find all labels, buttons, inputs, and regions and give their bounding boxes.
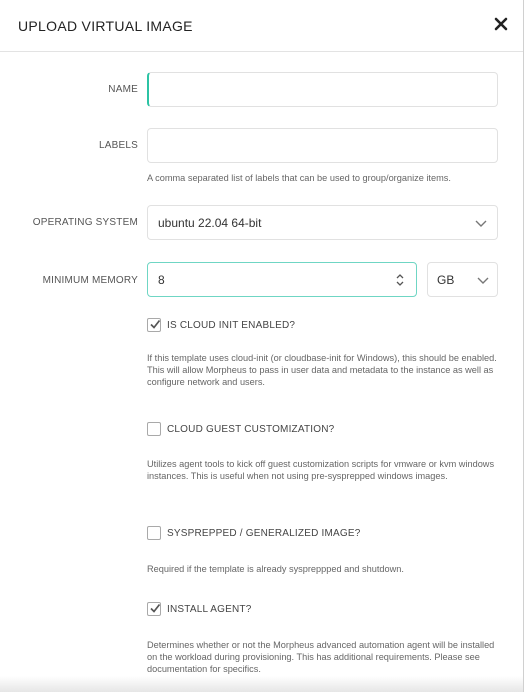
checkmark-icon (149, 318, 161, 330)
chevron-down-icon (477, 275, 489, 285)
close-button[interactable] (489, 12, 513, 36)
minimum-memory-field[interactable] (147, 262, 417, 297)
install-agent-row (147, 601, 252, 617)
sysprepped-help-text: Required if the template is already syspreppped and shutdown. (147, 564, 404, 574)
cloud-init-row (147, 317, 295, 333)
cloud-guest-row (147, 421, 334, 437)
cloud-init-label: IS CLOUD INIT ENABLED? (167, 319, 296, 331)
operating-system-label: OPERATING SYSTEM (32, 217, 138, 228)
name-field[interactable] (147, 72, 498, 107)
operating-system-select[interactable] (147, 205, 498, 240)
labels-field[interactable] (147, 128, 498, 163)
install-agent-checkbox[interactable] (147, 602, 161, 616)
close-icon (494, 17, 508, 31)
labels-help-text: A comma separated list of labels that can be used to group/organize items. (147, 173, 451, 183)
sysprepped-checkbox[interactable] (147, 526, 161, 540)
cloud-init-checkbox[interactable] (147, 318, 161, 332)
name-input[interactable] (149, 73, 497, 106)
sysprepped-label: SYSPREPPED / GENERALIZED IMAGE? (167, 527, 361, 539)
name-label: NAME (108, 84, 138, 95)
cloud-guest-help-text: Utilizes agent tools to kick off guest customization scripts for vmware or kvm windows instances. This is useful when not using pre-sysprepped windows images. (147, 459, 495, 481)
checkmark-icon (149, 602, 161, 614)
number-spinner-icon[interactable] (396, 273, 404, 287)
bottom-fade (0, 676, 524, 692)
cloud-init-help-text: If this template uses cloud-init (or cloudbase-init for Windows), this should be enabled. This will allow Morpheus to pass in user data and metadata to the instance as well as configure network and users. (147, 353, 497, 387)
modal-body (0, 53, 524, 692)
chevron-down-icon (475, 218, 487, 228)
labels-label: LABELS (98, 140, 138, 151)
sysprepped-row (147, 525, 360, 541)
operating-system-value: ubuntu 22.04 64-bit (158, 216, 262, 230)
install-agent-label: INSTALL AGENT? (167, 603, 252, 615)
cloud-guest-label: CLOUD GUEST CUSTOMIZATION? (167, 423, 335, 435)
install-agent-help-text: Determines whether or not the Morpheus advanced automation agent will be installed on the workload during provisioning. This has additional requirements. Please see documentation for specifics. (147, 640, 495, 674)
memory-unit-select[interactable] (427, 262, 498, 297)
memory-unit-value: GB (437, 273, 455, 287)
labels-input[interactable] (148, 129, 497, 162)
cloud-guest-checkbox[interactable] (147, 422, 161, 436)
modal-header (0, 0, 523, 52)
modal-title: UPLOAD VIRTUAL IMAGE (18, 18, 193, 34)
minimum-memory-input[interactable] (148, 263, 416, 296)
minimum-memory-label: MINIMUM MEMORY (42, 275, 138, 286)
